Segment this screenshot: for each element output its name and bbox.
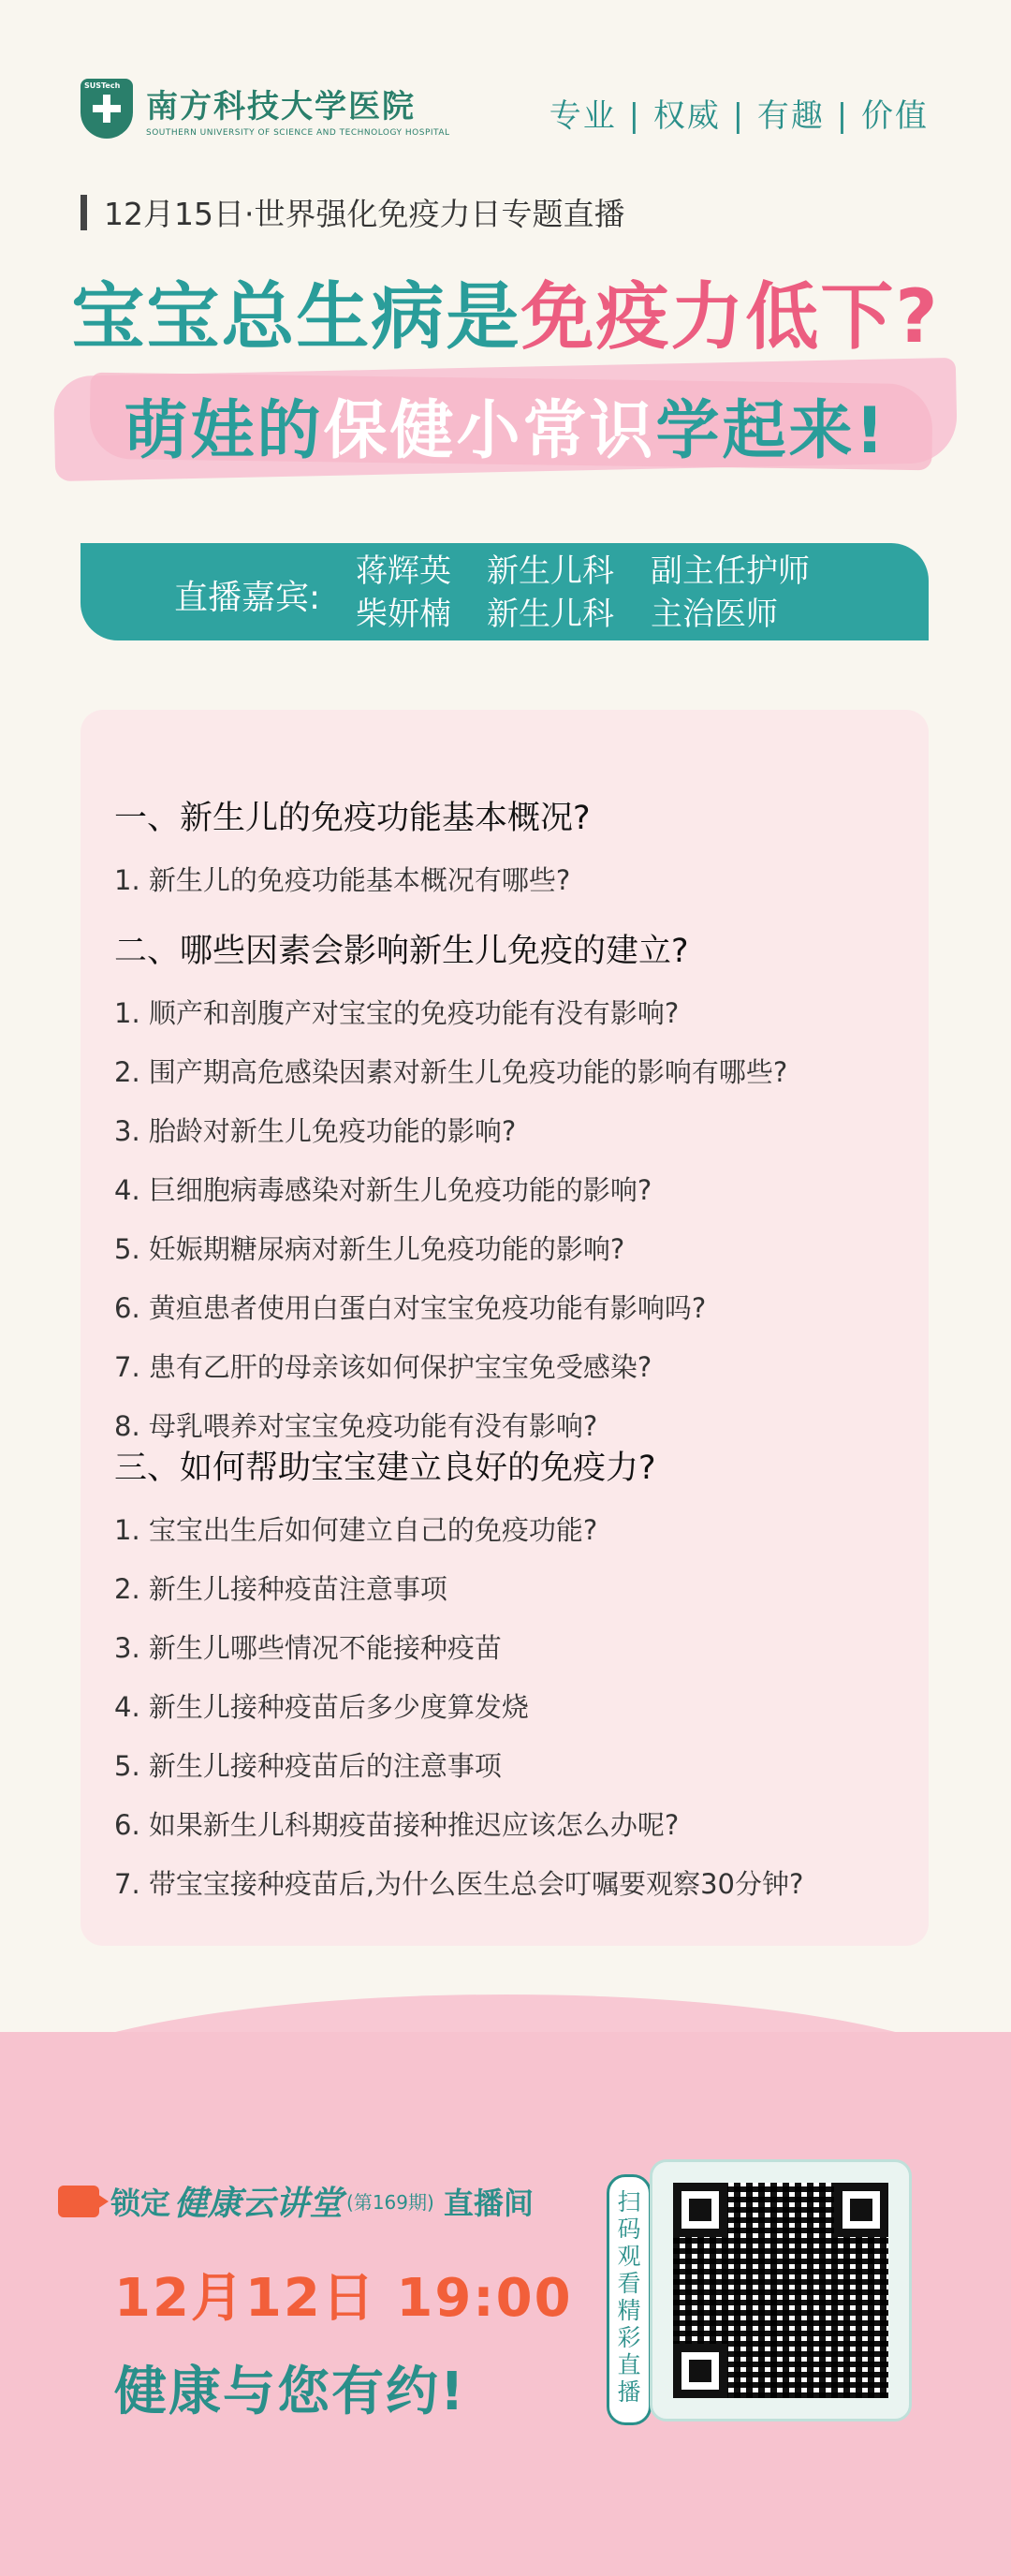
tagline: 专业 | 权威 | 有趣 | 价值 (549, 97, 929, 135)
section-1 (114, 792, 591, 898)
list-item: 5. 新生儿接种疫苗后的注意事项 (114, 1750, 502, 1782)
list-item: 4. 巨细胞病毒感染对新生儿免疫功能的影响? (114, 1174, 652, 1206)
list-item: 5. 妊娠期糖尿病对新生儿免疫功能的影响? (114, 1233, 625, 1265)
qr-finder (673, 2183, 727, 2237)
hospital-logo (81, 79, 450, 139)
list-item: 8. 母乳喂养对宝宝免疫功能有没有影响? (114, 1410, 598, 1442)
sub-title-c: 学起来! (655, 394, 887, 468)
list-item: 4. 新生儿接种疫苗后多少度算发烧 (114, 1691, 529, 1723)
live-datetime: 12月12日 19:00 (114, 2268, 573, 2329)
guest-row (356, 550, 810, 593)
section-title: 一、新生儿的免疫功能基本概况? (114, 800, 591, 837)
guest-label: 直播嘉宾: (174, 579, 321, 617)
list-item: 3. 新生儿哪些情况不能接种疫苗 (114, 1632, 502, 1664)
camera-icon (58, 2186, 99, 2217)
brand-name: 健康云讲堂 (174, 2185, 344, 2223)
guest-row (356, 593, 810, 636)
room-text: 直播间 (443, 2185, 534, 2221)
qr-finder (834, 2183, 888, 2237)
list-item: 1. 顺产和剖腹产对宝宝的免疫功能有没有影响? (114, 997, 680, 1029)
logo-chinese-name: 南方科技大学医院 (146, 87, 416, 125)
list-item: 7. 带宝宝接种疫苗后,为什么医生总会叮嘱要观察30分钟? (114, 1868, 804, 1900)
guest-banner (81, 543, 929, 640)
section-2 (114, 925, 787, 1444)
main-title-part1: 宝宝总生病是 (71, 275, 521, 360)
live-room-line (58, 2177, 534, 2225)
qr-finder (673, 2344, 727, 2398)
logo-english-name: SOUTHERN UNIVERSITY OF SCIENCE AND TECHNOLOGY HOSPITAL (146, 127, 450, 138)
guest-title: 主治医师 (651, 596, 778, 633)
guest-name: 柴妍楠 (356, 596, 451, 633)
event-heading (81, 190, 624, 234)
issue-number: (第169期) (346, 2191, 434, 2214)
lock-text: 锁定 (110, 2185, 171, 2221)
heading-bar (81, 195, 87, 230)
slogan: 健康与您有约! (114, 2362, 466, 2422)
list-item: 2. 围产期高危感染因素对新生儿免疫功能的影响有哪些? (114, 1056, 788, 1088)
event-text: 12月15日·世界强化免疫力日专题直播 (104, 196, 625, 232)
guest-dept: 新生儿科 (487, 596, 614, 633)
list-item: 6. 如果新生儿科期疫苗接种推迟应该怎么办呢? (114, 1809, 680, 1841)
sub-title-b: 保健小常识 (323, 394, 656, 468)
list-item: 1. 新生儿的免疫功能基本概况有哪些? (114, 864, 571, 896)
guest-title: 副主任护师 (651, 552, 810, 590)
list-item: 6. 黄疸患者使用白蛋白对宝宝免疫功能有影响吗? (114, 1292, 707, 1324)
qr-code[interactable] (673, 2183, 888, 2398)
hospital-cross-icon (81, 79, 133, 139)
guest-dept: 新生儿科 (487, 552, 614, 590)
list-item: 7. 患有乙肝的母亲该如何保护宝宝免受感染? (114, 1351, 652, 1383)
sub-title-a: 萌娃的 (124, 394, 324, 468)
list-item: 2. 新生儿接种疫苗注意事项 (114, 1573, 447, 1605)
main-title-part2: 免疫力低下? (520, 275, 940, 360)
sub-title (0, 380, 1011, 471)
section-title: 三、如何帮助宝宝建立良好的免疫力? (114, 1450, 656, 1487)
section-3 (114, 1442, 803, 1902)
main-title (0, 258, 1011, 363)
scan-label: 扫码观看精彩直播 (607, 2174, 652, 2425)
guest-name: 蒋辉英 (356, 552, 451, 590)
content-card (81, 710, 929, 1946)
qr-code-frame[interactable] (650, 2159, 912, 2421)
list-item: 1. 宝宝出生后如何建立自己的免疫功能? (114, 1514, 598, 1546)
list-item: 3. 胎龄对新生儿免疫功能的影响? (114, 1115, 517, 1147)
section-title: 二、哪些因素会影响新生儿免疫的建立? (114, 933, 689, 970)
logo-tag: SUSTech (84, 81, 121, 90)
